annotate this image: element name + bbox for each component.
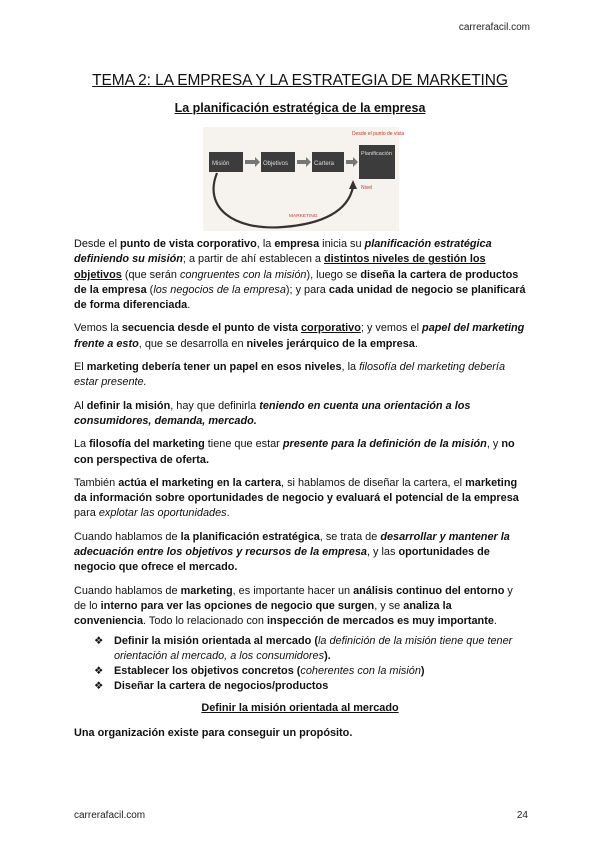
diagram-box-3-label: Cartera — [314, 161, 335, 167]
diagram-bottom-note: Nivel — [361, 185, 373, 191]
paragraph-2: Vemos la secuencia desde el punto de vista corporativo; y vemos el papel del marketing frente a esto, que se desarrolla en niveles jerárquico de la empresa. — [74, 322, 525, 350]
diamond-bullet-icon: ❖ — [94, 680, 104, 693]
page-title: TEMA 2: LA EMPRESA Y LA ESTRATEGIA DE MARKETING — [92, 72, 508, 89]
paragraph-5: La filosofía del marketing tiene que estar presente para la definición de la misión, y no con perspectiva de oferta. — [74, 438, 515, 466]
paragraph-3: El marketing debería tener un papel en esos niveles, la filosofía del marketing debería estar presente. — [74, 361, 506, 389]
strategy-diagram — [203, 127, 405, 231]
bullet-item-2: ❖ Establecer los objetivos concretos (coherentes con la misión) — [94, 664, 526, 679]
diagram-box-4-label: Planificación — [361, 151, 392, 157]
bullet-item-3: ❖ Diseñar la cartera de negocios/productos — [94, 679, 526, 694]
page-number: 24 — [516, 810, 528, 821]
section-title: Definir la misión orientada al mercado — [201, 701, 399, 714]
header-site: carrerafacil.com — [458, 22, 530, 33]
paragraph-7: Cuando hablamos de la planificación estratégica, se trata de desarrollar y mantener la adecuación entre los objetivos y recursos de la empresa, y las oportunidades de negocio que ofrece el mercado. — [74, 530, 510, 574]
diagram-box-1-label: Misión — [212, 161, 230, 167]
paragraph-1: Desde el punto de vista corporativo, la empresa inicia su planificación estratégica definiendo su misión; a partir de ahí establecen a distintos niveles de gestión los objetivos (que serán congruentes con la misión), luego se diseña la cartera de productos de la empresa (los negocios de la empresa); y para cada unidad de negocio se planificará de forma diferenciada. — [74, 238, 526, 312]
diagram-arrow-label: MARKETING — [289, 214, 318, 219]
diamond-bullet-icon: ❖ — [94, 634, 104, 647]
paragraph-6: También actúa el marketing en la cartera, si hablamos de diseñar la cartera, el marketing da información sobre oportunidades de negocio y evaluará el potencial de la empresa para explotar las oportunidades. — [74, 476, 519, 520]
paragraph-8: Cuando hablamos de marketing, es importante hacer un análisis continuo del entorno y de lo interno para ver las opciones de negocio que surgen, y se analiza la conveniencia. Todo lo relacionado con inspección de mercados es muy importante. — [74, 584, 513, 628]
bullet-list — [74, 634, 526, 695]
bullet-item-1: ❖ Definir la misión orientada al mercado (la definición de la misión tiene que tener orientación al mercado, a los consumidores). — [94, 634, 513, 662]
diagram-top-note: Desde el punto de vista — [352, 131, 405, 137]
diagram-box-2-label: Objetivos — [263, 161, 289, 167]
footer-site: carrerafacil.com — [74, 810, 146, 821]
page-subtitle: La planificación estratégica de la empresa — [174, 101, 426, 115]
paragraph-4: Al definir la misión, hay que definirla teniendo en cuenta una orientación a los consumidores, demanda, mercado. — [74, 399, 471, 427]
closing-sentence: Una organización existe para conseguir un propósito. — [74, 727, 353, 740]
diamond-bullet-icon: ❖ — [94, 665, 104, 678]
content-body — [74, 237, 526, 749]
